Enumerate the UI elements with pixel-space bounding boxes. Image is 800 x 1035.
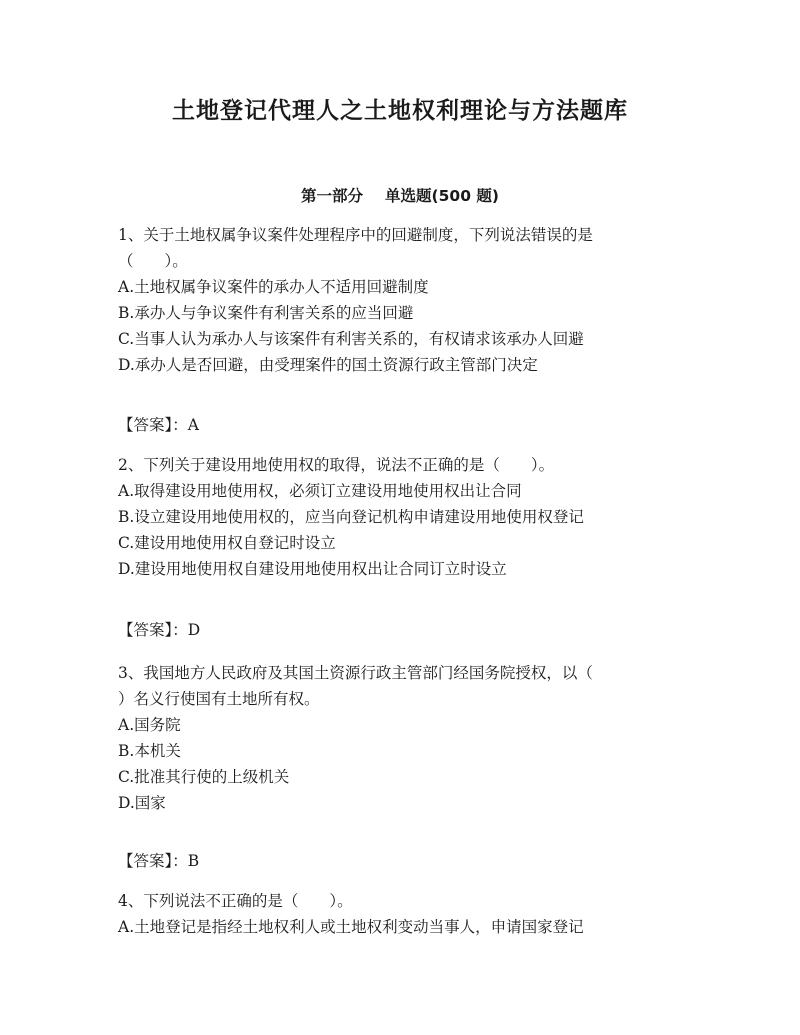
- question-stem-continued: ）名义行使国有土地所有权。: [118, 690, 320, 708]
- option-b: B.本机关: [118, 742, 181, 760]
- answer-1: [118, 412, 199, 438]
- answer-value: B: [187, 852, 200, 870]
- option-b: B.设立建设用地使用权的，应当向登记机构申请建设用地使用权登记: [118, 508, 584, 526]
- option-b: B.承办人与争议案件有利害关系的应当回避: [118, 304, 414, 322]
- option-d: D.建设用地使用权自建设用地使用权出让合同订立时设立: [118, 560, 507, 578]
- option-a: A.国务院: [118, 716, 181, 734]
- section-title-type: 单选题(500 题): [385, 187, 499, 205]
- option-c: C.建设用地使用权自登记时设立: [118, 534, 336, 552]
- answer-label: 【答案】：: [118, 852, 188, 870]
- option-a: A.取得建设用地使用权，必须订立建设用地使用权出让合同: [118, 482, 522, 500]
- option-d: D.承办人是否回避，由受理案件的国土资源行政主管部门决定: [118, 356, 538, 374]
- question-4: [118, 888, 693, 940]
- answer-value: D: [187, 621, 201, 639]
- question-stem: 1、关于土地权属争议案件处理程序中的回避制度，下列说法错误的是: [118, 226, 593, 244]
- answer-label: 【答案】：: [118, 416, 188, 434]
- answer-2: [118, 617, 200, 643]
- option-d: D.国家: [118, 794, 166, 812]
- section-title-part: 第一部分: [301, 187, 364, 205]
- option-c: C.批准其行使的上级机关: [118, 768, 290, 786]
- option-a: A.土地登记是指经土地权利人或土地权利变动当事人，申请国家登记: [118, 918, 584, 936]
- question-3: [118, 660, 693, 816]
- section-title: [0, 184, 800, 206]
- answer-3: [118, 848, 199, 874]
- document-title: 土地登记代理人之土地权利理论与方法题库: [172, 98, 628, 124]
- question-stem: 2、下列关于建设用地使用权的取得，说法不正确的是（ ）。: [118, 456, 555, 474]
- option-a: A.土地权属争议案件的承办人不适用回避制度: [118, 278, 429, 296]
- question-stem: 4、下列说法不正确的是（ ）。: [118, 892, 353, 910]
- answer-value: A: [187, 416, 199, 434]
- question-stem: 3、我国地方人民政府及其国土资源行政主管部门经国务院授权，以（: [118, 664, 593, 682]
- question-stem-continued: （ ）。: [118, 252, 188, 270]
- option-c: C.当事人认为承办人与该案件有利害关系的，有权请求该承办人回避: [118, 330, 584, 348]
- question-2: [118, 452, 693, 582]
- question-1: [118, 222, 693, 378]
- answer-label: 【答案】：: [118, 621, 188, 639]
